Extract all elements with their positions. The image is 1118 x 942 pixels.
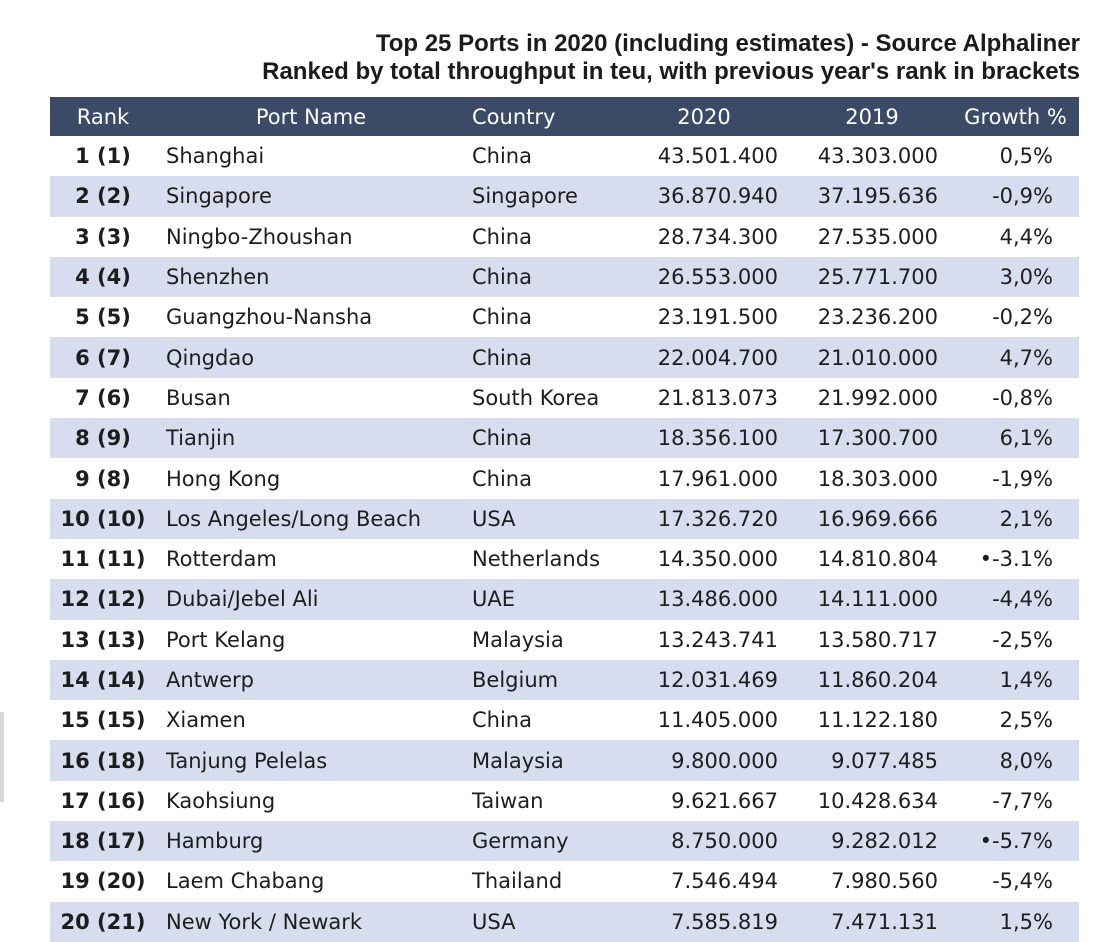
cell-2020: 9.621.667 bbox=[671, 788, 778, 813]
cell-rank: 20 (21) bbox=[60, 909, 146, 934]
cell-growth: -0,8% bbox=[992, 385, 1053, 410]
cell-country: China bbox=[472, 426, 532, 451]
cell-growth: -5,4% bbox=[992, 869, 1053, 894]
cell-growth: 3,0% bbox=[999, 265, 1053, 290]
table-row bbox=[50, 297, 1079, 337]
table-row bbox=[50, 861, 1079, 901]
cell-2020: 14.350.000 bbox=[657, 547, 778, 572]
cell-2019: 14.810.804 bbox=[817, 547, 938, 572]
cell-2019: 27.535.000 bbox=[817, 224, 938, 249]
cell-2020: 23.191.500 bbox=[657, 305, 778, 330]
cell-2019: 17.300.700 bbox=[817, 426, 938, 451]
cell-rank: 18 (17) bbox=[60, 829, 146, 854]
cell-2019: 21.010.000 bbox=[817, 345, 938, 370]
cell-port-name: Ningbo-Zhoushan bbox=[166, 224, 353, 249]
cell-2020: 7.546.494 bbox=[671, 869, 778, 894]
cell-rank: 6 (7) bbox=[75, 345, 131, 370]
cell-2019: 11.860.204 bbox=[817, 668, 938, 692]
cell-2020: 18.356.100 bbox=[657, 426, 778, 451]
header-2019: 2019 bbox=[845, 104, 899, 129]
cell-growth: 8,0% bbox=[999, 748, 1053, 773]
cell-2020: 36.870.940 bbox=[657, 184, 778, 209]
cell-country: China bbox=[472, 224, 532, 249]
cell-country: Thailand bbox=[472, 869, 563, 894]
cell-port-name: New York / Newark bbox=[166, 909, 363, 934]
cell-2020: 17.961.000 bbox=[657, 466, 778, 491]
header-2020: 2020 bbox=[677, 104, 731, 129]
cell-2020: 13.486.000 bbox=[657, 587, 778, 612]
cell-country: Malaysia bbox=[472, 748, 564, 773]
cell-growth: 0,5% bbox=[999, 144, 1053, 169]
table-row bbox=[50, 418, 1079, 458]
cell-rank: 17 (16) bbox=[60, 788, 146, 813]
cell-2020: 17.326.720 bbox=[657, 506, 778, 531]
cell-port-name: Kaohsiung bbox=[166, 788, 276, 813]
cell-2019: 23.236.200 bbox=[817, 305, 938, 330]
table-row bbox=[50, 781, 1079, 821]
cell-growth: 1,4% bbox=[999, 668, 1053, 692]
cell-country: China bbox=[472, 265, 532, 290]
cell-rank: 7 (6) bbox=[75, 385, 131, 410]
cell-2019: 9.282.012 bbox=[831, 829, 938, 854]
table-row bbox=[50, 539, 1079, 579]
cell-growth: -0,9% bbox=[992, 184, 1053, 209]
cell-port-name: Dubai/Jebel Ali bbox=[166, 587, 319, 612]
ports-table bbox=[50, 97, 1079, 942]
header-rank: Rank bbox=[76, 104, 130, 129]
cell-port-name: Laem Chabang bbox=[166, 869, 325, 894]
cell-port-name: Port Kelang bbox=[166, 627, 286, 652]
header-row bbox=[50, 97, 1079, 136]
table-row bbox=[50, 740, 1079, 780]
cell-growth: -4,4% bbox=[992, 587, 1053, 612]
cell-country: USA bbox=[472, 506, 516, 531]
table-row bbox=[50, 257, 1079, 297]
cell-2020: 21.813.073 bbox=[657, 385, 778, 410]
document-title bbox=[262, 30, 1080, 86]
table-row bbox=[50, 700, 1079, 740]
cell-port-name: Busan bbox=[166, 385, 231, 410]
cell-port-name: Shenzhen bbox=[166, 265, 270, 290]
cell-port-name: Xiamen bbox=[166, 708, 246, 733]
table-row bbox=[50, 620, 1079, 660]
table-row bbox=[50, 217, 1079, 257]
cell-rank: 1 (1) bbox=[75, 144, 131, 169]
cell-port-name: Hong Kong bbox=[166, 466, 281, 491]
cell-growth: 6,1% bbox=[999, 426, 1053, 451]
table-row bbox=[50, 821, 1079, 861]
cell-country: China bbox=[472, 345, 532, 370]
cell-2020: 7.585.819 bbox=[671, 909, 778, 934]
header-country: Country bbox=[472, 104, 556, 129]
cell-2019: 37.195.636 bbox=[817, 184, 938, 209]
cell-rank: 2 (2) bbox=[75, 184, 131, 209]
cell-country: South Korea bbox=[472, 385, 600, 410]
cell-2020: 28.734.300 bbox=[657, 224, 778, 249]
cell-rank: 12 (12) bbox=[60, 587, 146, 612]
cell-port-name: Los Angeles/Long Beach bbox=[166, 506, 422, 531]
cell-growth: 2,1% bbox=[999, 506, 1053, 531]
table-row bbox=[50, 136, 1079, 176]
cell-rank: 3 (3) bbox=[75, 224, 131, 249]
cell-2020: 13.243.741 bbox=[657, 627, 778, 652]
cell-2019: 43.303.000 bbox=[817, 144, 938, 169]
cell-country: China bbox=[472, 144, 532, 169]
table-row bbox=[50, 579, 1079, 619]
cell-country: Malaysia bbox=[472, 627, 564, 652]
cell-2019: 7.471.131 bbox=[831, 909, 938, 934]
cell-country: China bbox=[472, 466, 532, 491]
cell-rank: 19 (20) bbox=[60, 869, 146, 894]
table-row bbox=[50, 458, 1079, 498]
cell-2019: 7.980.560 bbox=[831, 869, 938, 894]
cell-rank: 16 (18) bbox=[60, 748, 146, 773]
cell-2020: 22.004.700 bbox=[657, 345, 778, 370]
cell-rank: 5 (5) bbox=[75, 305, 131, 330]
table-row bbox=[50, 499, 1079, 539]
cell-growth: 2,5% bbox=[999, 708, 1053, 733]
cell-growth: -7,7% bbox=[992, 788, 1053, 813]
cell-rank: 10 (10) bbox=[60, 506, 146, 531]
page-edge-shadow bbox=[0, 712, 4, 802]
cell-port-name: Tianjin bbox=[166, 426, 236, 451]
table-row bbox=[50, 176, 1079, 216]
header-growth: Growth % bbox=[964, 104, 1067, 129]
cell-country: Taiwan bbox=[472, 788, 544, 813]
cell-growth: •-5.7% bbox=[979, 829, 1053, 854]
cell-rank: 14 (14) bbox=[60, 668, 146, 692]
cell-country: China bbox=[472, 305, 532, 330]
cell-port-name: Guangzhou-Nansha bbox=[166, 305, 373, 330]
cell-growth: -1,9% bbox=[992, 466, 1053, 491]
cell-2020: 9.800.000 bbox=[671, 748, 778, 773]
cell-port-name: Shanghai bbox=[166, 144, 265, 169]
cell-2019: 14.111.000 bbox=[817, 587, 938, 612]
cell-rank: 11 (11) bbox=[60, 547, 146, 572]
table-row bbox=[50, 660, 1079, 700]
cell-port-name: Rotterdam bbox=[166, 547, 277, 572]
ports-table-container bbox=[50, 97, 1079, 942]
title-line-2: Ranked by total throughput in teu, with previous year's rank in brackets bbox=[262, 58, 1080, 85]
table-header bbox=[50, 97, 1079, 136]
cell-growth: 4,7% bbox=[999, 345, 1053, 370]
cell-2019: 25.771.700 bbox=[817, 265, 938, 290]
cell-rank: 15 (15) bbox=[60, 708, 146, 733]
cell-2020: 11.405.000 bbox=[657, 708, 778, 733]
cell-port-name: Qingdao bbox=[166, 345, 255, 370]
cell-2019: 13.580.717 bbox=[817, 627, 938, 652]
header-port-name: Port Name bbox=[255, 104, 367, 129]
cell-2019: 10.428.634 bbox=[817, 788, 938, 813]
cell-country: Singapore bbox=[472, 184, 578, 209]
cell-2019: 21.992.000 bbox=[817, 385, 938, 410]
cell-country: Netherlands bbox=[472, 547, 601, 572]
cell-growth: -0,2% bbox=[992, 305, 1053, 330]
table-row bbox=[50, 378, 1079, 418]
cell-2020: 8.750.000 bbox=[671, 829, 778, 854]
cell-2019: 11.122.180 bbox=[817, 708, 938, 733]
cell-country: UAE bbox=[472, 587, 516, 612]
cell-port-name: Antwerp bbox=[166, 668, 254, 692]
title-line-1: Top 25 Ports in 2020 (including estimates) - Source Alphaliner bbox=[375, 30, 1080, 57]
cell-rank: 8 (9) bbox=[75, 426, 131, 451]
cell-growth: •-3.1% bbox=[979, 547, 1053, 572]
table-row bbox=[50, 902, 1079, 942]
cell-2019: 16.969.666 bbox=[817, 506, 938, 531]
cell-port-name: Hamburg bbox=[166, 829, 264, 854]
cell-country: Germany bbox=[472, 829, 569, 854]
cell-country: USA bbox=[472, 909, 516, 934]
cell-2019: 18.303.000 bbox=[817, 466, 938, 491]
table-body bbox=[50, 136, 1079, 942]
cell-2019: 9.077.485 bbox=[831, 748, 938, 773]
cell-port-name: Tanjung Pelelas bbox=[166, 748, 328, 773]
cell-rank: 13 (13) bbox=[60, 627, 146, 652]
cell-growth: -2,5% bbox=[992, 627, 1053, 652]
cell-growth: 4,4% bbox=[999, 224, 1053, 249]
cell-2020: 12.031.469 bbox=[657, 668, 778, 692]
cell-country: Belgium bbox=[472, 668, 559, 692]
cell-rank: 4 (4) bbox=[75, 265, 131, 290]
table-row bbox=[50, 337, 1079, 377]
cell-growth: 1,5% bbox=[999, 909, 1053, 934]
cell-2020: 26.553.000 bbox=[657, 265, 778, 290]
cell-port-name: Singapore bbox=[166, 184, 272, 209]
cell-2020: 43.501.400 bbox=[657, 144, 778, 169]
cell-rank: 9 (8) bbox=[75, 466, 131, 491]
cell-country: China bbox=[472, 708, 532, 733]
